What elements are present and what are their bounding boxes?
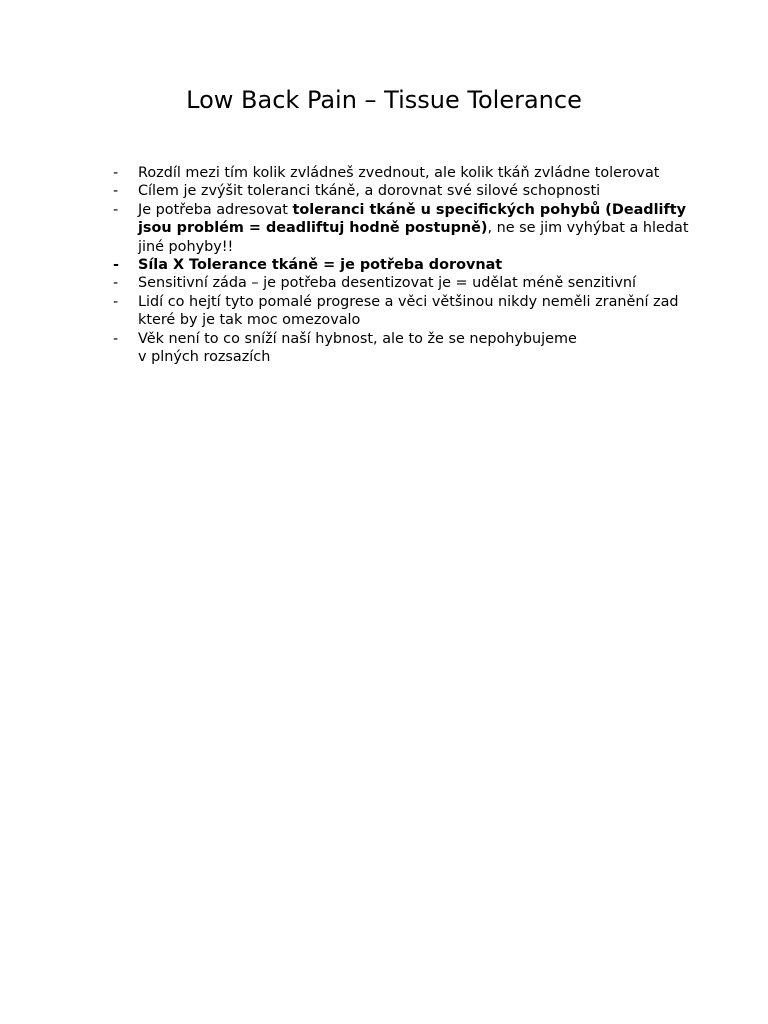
list-item-text: Síla X Tolerance tkáně = je potřeba dorovnat	[138, 257, 503, 274]
bullet-dash: -	[113, 201, 119, 218]
bullet-dash: -	[113, 330, 119, 347]
list-item	[113, 293, 713, 330]
list-item-text: Sensitivní záda – je potřeba desentizovat je = udělat méně senzitivní	[138, 275, 637, 292]
list-item	[113, 256, 713, 274]
list-item-text: Lidí co hejtí tyto pomalé progrese a věci většinou nikdy neměli zranění zad které by je tak moc omezovalo	[138, 293, 679, 329]
list-item	[113, 330, 713, 367]
list-item-text: Rozdíl mezi tím kolik zvládneš zvednout, ale kolik tkáň zvládne tolerovat	[138, 165, 660, 181]
list-item-suffix: , ne se jim vyhýbat a hledat jiné pohyby!!	[138, 220, 689, 255]
bullet-dash: -	[113, 275, 119, 292]
list-item-bold-text: toleranci tkáně u specifických pohybů (Deadlifty jsou problém = deadliftuj hodně postupně)	[138, 201, 686, 237]
list-item-text: Cílem je zvýšit toleranci tkáně, a dorovnat své silové schopnosti	[138, 183, 601, 200]
bullet-dash: -	[113, 165, 119, 181]
bullet-dash: -	[113, 293, 119, 310]
bullet-dash: -	[113, 183, 119, 200]
list-item-line-2: v plných rozsazích	[138, 349, 271, 366]
list-item-text	[138, 331, 577, 365]
list-item-text	[138, 202, 688, 255]
list-item	[113, 201, 713, 256]
list-item-prefix: Je potřeba adresovat	[138, 201, 293, 218]
bullet-dash: -	[113, 257, 119, 274]
bullet-list	[113, 164, 713, 366]
page-title: Low Back Pain – Tissue Tolerance	[186, 86, 582, 114]
list-item	[113, 274, 713, 292]
list-item-line-1: Věk není to co sníží naší hybnost, ale to že se nepohybujeme	[138, 330, 577, 347]
list-item	[113, 164, 713, 182]
list-item	[113, 182, 713, 200]
